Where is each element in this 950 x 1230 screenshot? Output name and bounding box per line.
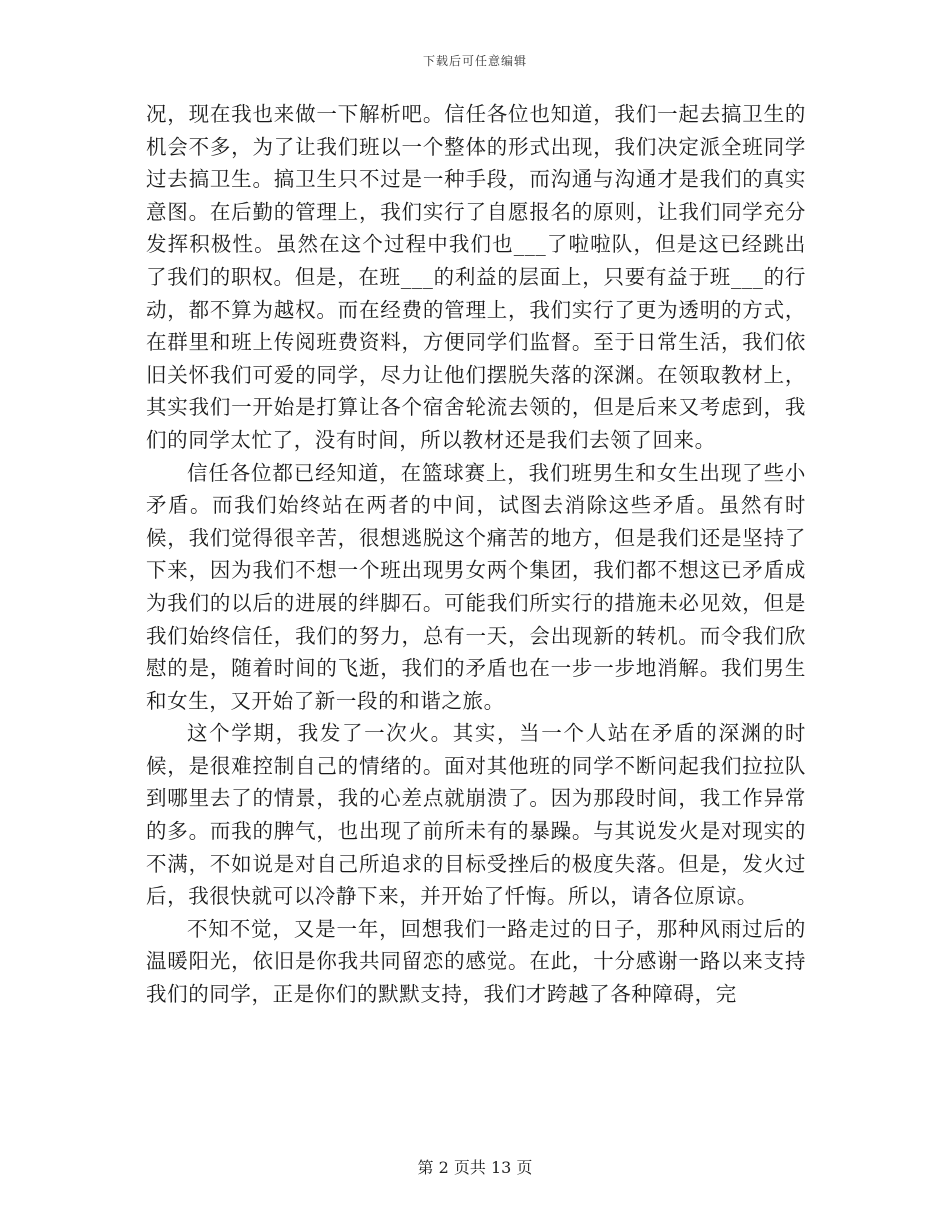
page-header: 下载后可任意编辑 xyxy=(422,54,527,68)
page-footer: 第 2 页共 13 页 xyxy=(417,1158,533,1177)
paragraph-1: 况，现在我也来做一下解析吧。信任各位也知道，我们一起去搞卫生的机会不多，为了让我们班以一个整体的形式出现，我们决定派全班同学过去搞卫生。搞卫生只不过是一种手段，而沟通与沟通才是我们的真实意图。在后勤的管理上，我们实行了自愿报名的原则，让我们同学充分发挥积极性。虽然在这个过程中我们也___了啦啦队，但是这已经跳出了我们的职权。但是，在班___的利益的层面上，只要有益于班___的行动，都不算为越权。而在经费的管理上，我们实行了更为透明的方式，在群里和班上传阅班费资料，方便同学们监督。至于日常生活，我们依旧关怀我们可爱的同学，尽力让他们摆脱失落的深渊。在领取教材上，其实我们一开始是打算让各个宿舍轮流去领的，但是后来又考虑到，我们的同学太忙了，没有时间，所以教材还是我们去领了回来。 xyxy=(146,102,806,452)
paragraph-3: 这个学期，我发了一次火。其实，当一个人站在矛盾的深渊的时候，是很难控制自己的情绪的。面对其他班的同学不断问起我们拉拉队到哪里去了的情景，我的心差点就崩溃了。因为那段时间，我工作异常的多。而我的脾气，也出现了前所未有的暴躁。与其说发火是对现实的不满，不如说是对自己所追求的目标受挫后的极度失落。但是，发火过后，我很快就可以冷静下来，并开始了忏悔。所以，请各位原谅。 xyxy=(146,721,806,909)
paragraph-2: 信任各位都已经知道，在篮球赛上，我们班男生和女生出现了些小矛盾。而我们始终站在两者的中间，试图去消除这些矛盾。虽然有时候，我们觉得很辛苦，很想逃脱这个痛苦的地方，但是我们还是坚持了下来，因为我们不想一个班出现男女两个集团，我们都不想这已矛盾成为我们的以后的进展的绊脚石。可能我们所实行的措施未必见效，但是我们始终信任，我们的努力，总有一天，会出现新的转机。而令我们欣慰的是，随着时间的飞逝，我们的矛盾也在一步一步地消解。我们男生和女生，又开始了新一段的和谐之旅。 xyxy=(146,460,806,713)
paragraph-4: 不知不觉，又是一年，回想我们一路走过的日子，那种风雨过后的温暖阳光，依旧是你我共同留恋的感觉。在此，十分感谢一路以来支持我们的同学，正是你们的默默支持，我们才跨越了各种障碍，完 xyxy=(146,916,806,1007)
document-body xyxy=(146,98,806,1011)
